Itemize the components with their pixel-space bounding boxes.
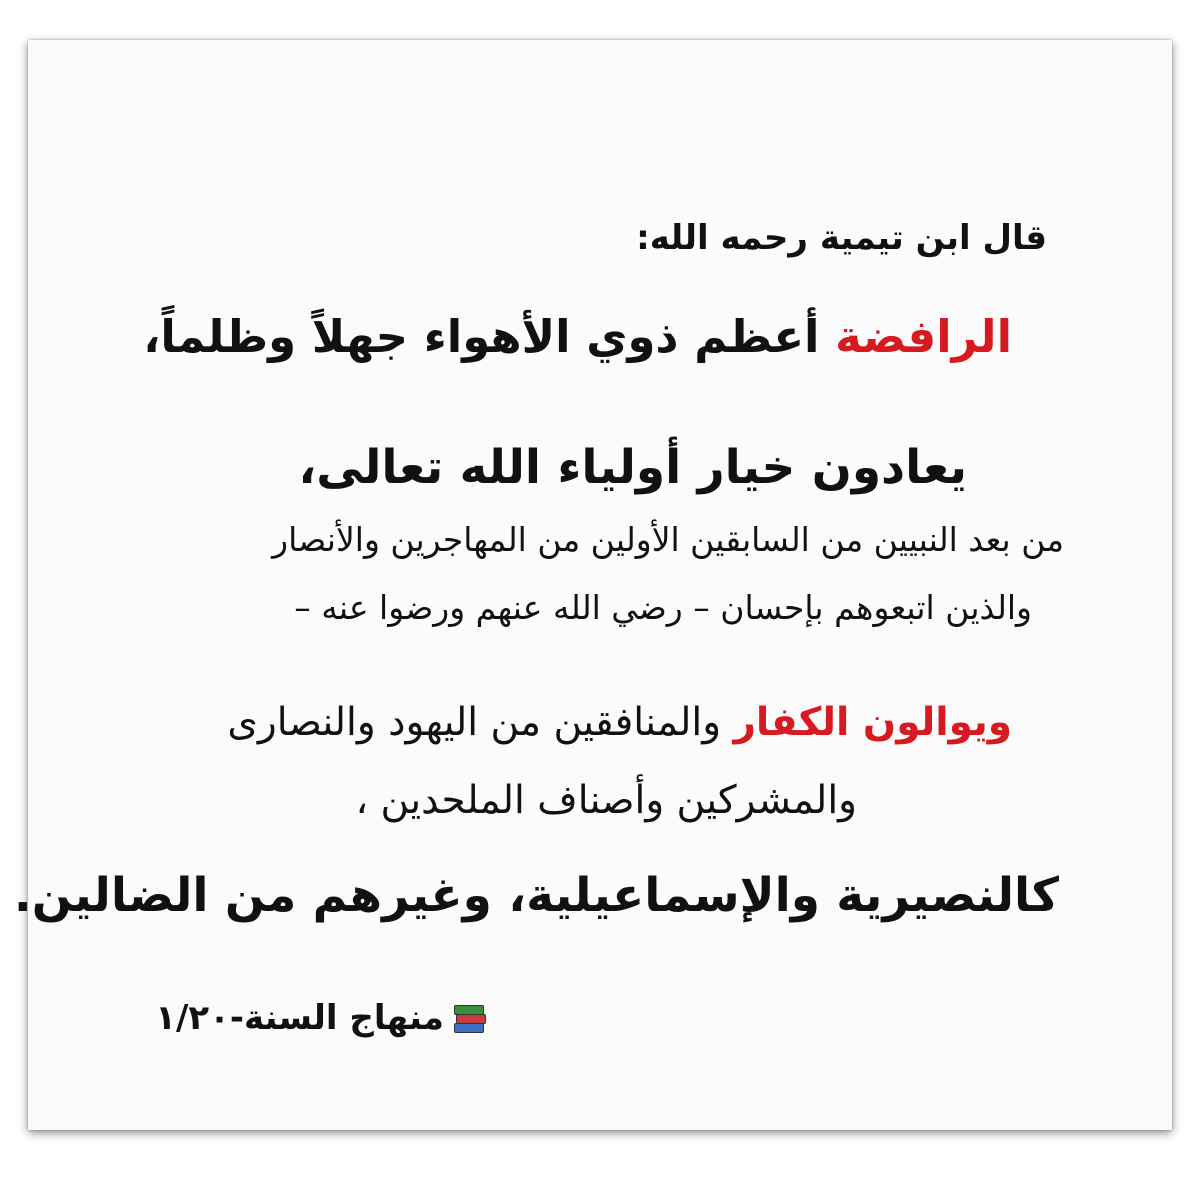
quote-line-6: والمشركين وأصناف الملحدين ، <box>355 778 857 823</box>
highlight-kuffar: ويوالون الكفار <box>733 700 1012 745</box>
quote-line-3: من بعد النبيين من السابقين الأولين من المهاجرين والأنصار <box>272 520 1064 559</box>
attribution-line: قال ابن تيمية رحمه الله: <box>636 218 1047 258</box>
quote-line-4: والذين اتبعوهم بإحسان – رضي الله عنهم ورضوا عنه – <box>294 588 1032 627</box>
quote-card <box>13 40 1172 1130</box>
quote-line-1-text: أعظم ذوي الأهواء جهلاً وظلماً، <box>143 310 820 363</box>
quote-line-5-text: والمنافقين من اليهود والنصارى <box>227 700 722 745</box>
books-icon <box>454 1003 484 1033</box>
highlight-rafida: الرافضة <box>835 310 1012 363</box>
quote-line-2: يعادون خيار أولياء الله تعالى، <box>298 440 967 495</box>
quote-line-7: كالنصيرية والإسماعيلية، وغيرهم من الضالين. <box>13 868 1059 923</box>
source-text: منهاج السنة-١/٢٠ <box>155 998 444 1038</box>
quote-line-1 <box>143 310 1012 363</box>
source-citation <box>155 998 484 1038</box>
quote-line-5 <box>227 700 1012 745</box>
